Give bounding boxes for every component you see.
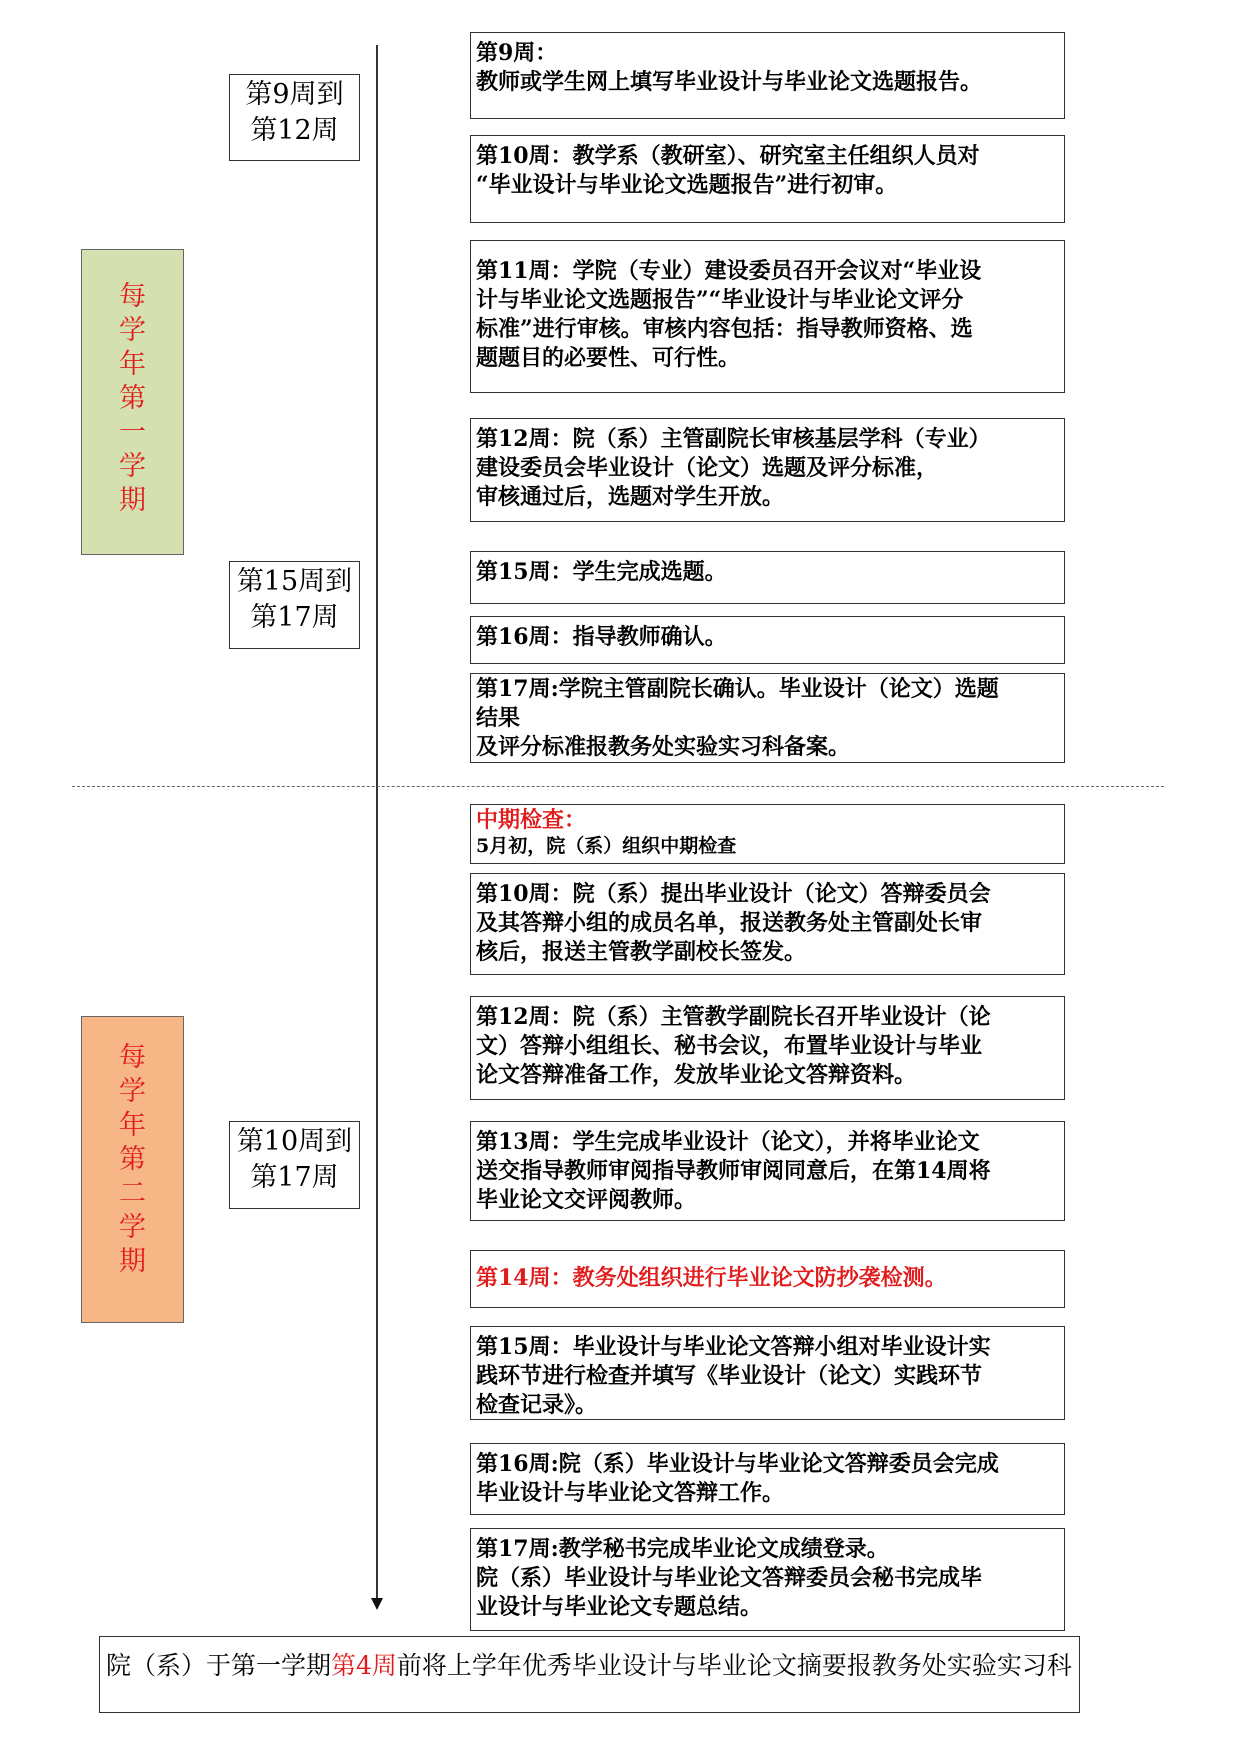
step-box: 第12周：院（系）主管教学副院长召开毕业设计（论 文）答辩小组组长、秘书会议，布置毕业设计与毕业 论文答辩准备工作，发放毕业论文答辩资料。	[470, 996, 1065, 1100]
step-box: 第12周：院（系）主管副院长审核基层学科（专业） 建设委员会毕业设计（论文）选题及评分标准， 审核通过后，选题对学生开放。	[470, 418, 1065, 522]
step-box: 第16周：指导教师确认。	[470, 616, 1065, 664]
timeline-arrow-icon	[371, 1598, 383, 1610]
footer-note: 院（系）于第一学期第4周前将上学年优秀毕业设计与毕业论文摘要报教务处实验实习科	[99, 1636, 1080, 1713]
step-box: 第17周:教学秘书完成毕业论文成绩登录。 院（系）毕业设计与毕业论文答辩委员会秘书完成毕 业设计与毕业论文专题总结。	[470, 1528, 1065, 1631]
step-box: 第10周：教学系（教研室）、研究室主任组织人员对 “毕业设计与毕业论文选题报告”进行初审。	[470, 135, 1065, 223]
step-box: 第10周：院（系）提出毕业设计（论文）答辩委员会 及其答辩小组的成员名单，报送教务处主管副处长审 核后，报送主管教学副校长签发。	[470, 873, 1065, 975]
step-box: 第11周：学院（专业）建设委员召开会议对“毕业设 计与毕业论文选题报告”“毕业设计与毕业论文评分 标准”进行审核。审核内容包括：指导教师资格、选 题题目的必要性、可行性。	[470, 240, 1065, 393]
step-box: 第13周：学生完成毕业设计（论文），并将毕业论文 送交指导教师审阅指导教师审阅同意后，在第14周将 毕业论文交评阅教师。	[470, 1121, 1065, 1221]
week-range-box: 第10周到 第17周	[229, 1121, 360, 1209]
plagiarism-check-box: 第14周：教务处组织进行毕业论文防抄袭检测。	[470, 1250, 1065, 1308]
semester-divider	[72, 786, 1164, 787]
step-box: 第9周： 教师或学生网上填写毕业设计与毕业论文选题报告。	[470, 32, 1065, 119]
step-box: 第17周:学院主管副院长确认。毕业设计（论文）选题 结果 及评分标准报教务处实验实习科备案。	[470, 673, 1065, 763]
step-box: 第15周：毕业设计与毕业论文答辩小组对毕业设计实 践环节进行检查并填写《毕业设计（论文）实践环节 检查记录》。	[470, 1326, 1065, 1420]
semester2-label: 每 学 年 第 二 学 期	[81, 1016, 184, 1323]
midterm-box: 中期检查： 5月初，院（系）组织中期检查	[470, 804, 1065, 864]
semester1-label: 每 学 年 第 一 学 期	[81, 249, 184, 555]
footer-highlight: 第4周	[331, 1651, 397, 1680]
week-range-box: 第9周到 第12周	[229, 74, 360, 161]
week-range-box: 第15周到 第17周	[229, 561, 360, 649]
step-box: 第15周：学生完成选题。	[470, 551, 1065, 604]
timeline-axis	[376, 45, 378, 1600]
step-box: 第16周:院（系）毕业设计与毕业论文答辩委员会完成 毕业设计与毕业论文答辩工作。	[470, 1443, 1065, 1515]
